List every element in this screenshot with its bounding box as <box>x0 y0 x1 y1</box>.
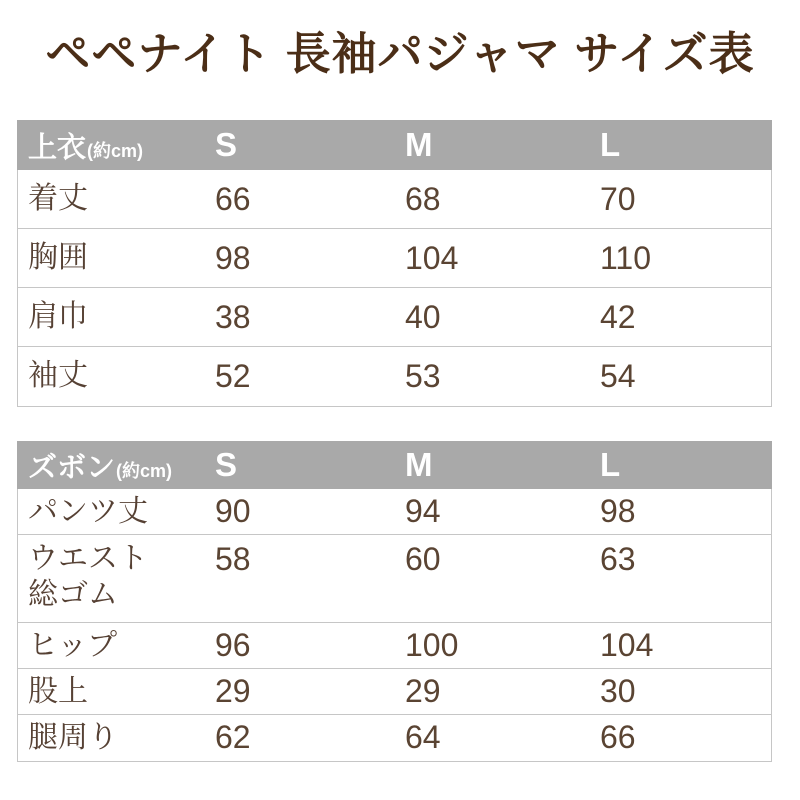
size-column-header-m: M <box>405 126 433 163</box>
garment-label: 上衣 <box>28 131 87 164</box>
measurement-label: 肩巾 <box>28 300 88 333</box>
size-column-header-m: M <box>405 446 433 483</box>
table-row <box>18 229 771 288</box>
value-l: 42 <box>600 299 636 335</box>
value-s: 66 <box>215 181 251 217</box>
value-m: 29 <box>405 673 441 709</box>
value-m: 40 <box>405 299 441 335</box>
table-row <box>18 288 771 347</box>
table-row <box>18 489 771 535</box>
size-column-header-s: S <box>215 446 238 483</box>
measurement-label: 腿周り <box>28 721 118 754</box>
size-column-header-s: S <box>215 126 238 163</box>
value-m: 104 <box>405 240 459 276</box>
tables-container <box>0 120 800 762</box>
measurement-label: ウエスト 総ゴム <box>28 542 148 611</box>
measurement-label: ヒップ <box>28 629 118 662</box>
value-l: 63 <box>600 541 636 577</box>
measurement-label: パンツ丈 <box>28 495 148 528</box>
size-table-header <box>17 441 772 489</box>
size-table-body <box>17 489 772 762</box>
value-l: 70 <box>600 181 636 217</box>
value-m: 100 <box>405 627 459 663</box>
value-m: 94 <box>405 493 441 529</box>
value-s: 52 <box>215 358 251 394</box>
page-title: ペペナイト 長袖パジャマ サイズ表 <box>45 28 755 79</box>
unit-label: (約cm) <box>87 140 144 161</box>
value-m: 60 <box>405 541 441 577</box>
garment-header-cell <box>17 445 215 486</box>
value-s: 96 <box>215 627 251 663</box>
value-l: 66 <box>600 719 636 755</box>
table-row <box>18 170 771 229</box>
value-m: 53 <box>405 358 441 394</box>
size-column-header-l: L <box>600 446 621 483</box>
value-s: 29 <box>215 673 251 709</box>
measurement-label: 胸囲 <box>28 241 88 274</box>
size-table-header <box>17 120 772 170</box>
value-l: 98 <box>600 493 636 529</box>
garment-label: ズボン <box>28 451 116 484</box>
garment-header-cell <box>17 125 215 166</box>
value-s: 62 <box>215 719 251 755</box>
measurement-label: 着丈 <box>28 182 88 215</box>
size-table-body <box>17 170 772 407</box>
table-row <box>18 623 771 669</box>
table-row <box>18 669 771 715</box>
value-l: 110 <box>600 240 652 276</box>
value-l: 104 <box>600 627 654 663</box>
size-column-header-l: L <box>600 126 621 163</box>
size-table-pants <box>17 441 772 762</box>
table-row <box>18 535 771 623</box>
value-l: 30 <box>600 673 636 709</box>
measurement-label: 股上 <box>28 675 88 708</box>
size-table-tops <box>17 120 772 407</box>
value-l: 54 <box>600 358 636 394</box>
value-s: 38 <box>215 299 251 335</box>
table-row <box>18 347 771 406</box>
value-m: 64 <box>405 719 441 755</box>
measurement-label: 袖丈 <box>28 359 88 392</box>
value-s: 90 <box>215 493 251 529</box>
value-s: 98 <box>215 240 251 276</box>
unit-label: (約cm) <box>116 460 173 481</box>
value-s: 58 <box>215 541 251 577</box>
value-m: 68 <box>405 181 441 217</box>
table-row <box>18 715 771 761</box>
